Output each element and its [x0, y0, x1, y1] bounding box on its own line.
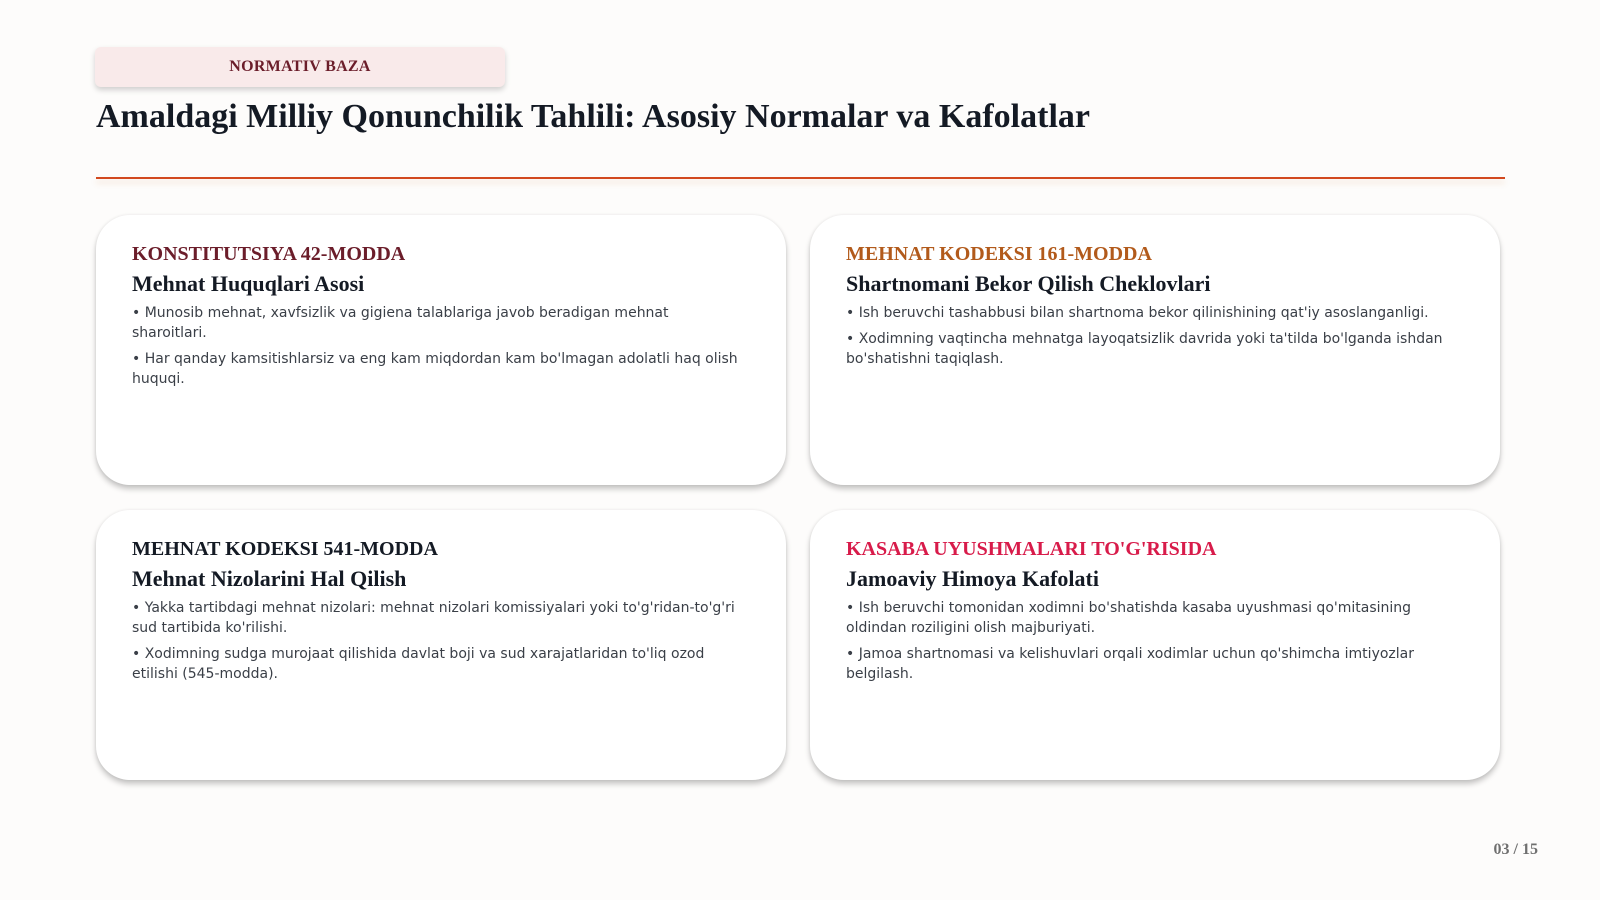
card-konstitutsiya	[96, 215, 786, 485]
card-bullet: • Har qanday kamsitishlarsiz va eng kam miqdordan kam bo'lmagan adolatli haq olish huquqi.	[132, 349, 750, 389]
card-title: Mehnat Huquqlari Asosi	[132, 271, 365, 296]
card-kicker: MEHNAT KODEKSI 541-MODDA	[132, 538, 438, 560]
page-title: Amaldagi Milliy Qonunchilik Tahlili: Asosiy Normalar va Kafolatlar	[96, 98, 1090, 135]
card-kicker: KASABA UYUSHMALARI TO'G'RISIDA	[846, 538, 1217, 560]
card-title: Jamoaviy Himoya Kafolati	[846, 566, 1099, 591]
card-bullet-list	[846, 303, 1464, 369]
title-divider	[96, 177, 1505, 179]
card-kicker: KONSTITUTSIYA 42-MODDA	[132, 243, 406, 265]
card-bullet: • Ish beruvchi tomonidan xodimni bo'shatishda kasaba uyushmasi qo'mitasining oldindan roziligini olish majburiyati.	[846, 598, 1464, 638]
card-bullet: • Munosib mehnat, xavfsizlik va gigiena talablariga javob beradigan mehnat sharoitlari.	[132, 303, 750, 343]
card-title: Shartnomani Bekor Qilish Cheklovlari	[846, 271, 1211, 296]
card-bullet-list	[132, 598, 750, 684]
card-title: Mehnat Nizolarini Hal Qilish	[132, 566, 407, 591]
section-tag: NORMATIV BAZA	[95, 47, 505, 87]
page-number: 03 / 15	[1493, 841, 1538, 858]
card-bullet: • Xodimning vaqtincha mehnatga layoqatsizlik davrida yoki ta'tilda bo'lganda ishdan bo'shatishni taqiqlash.	[846, 329, 1464, 369]
card-bullet: • Jamoa shartnomasi va kelishuvlari orqali xodimlar uchun qo'shimcha imtiyozlar belgilash.	[846, 644, 1464, 684]
card-bullet: • Ish beruvchi tashabbusi bilan shartnoma bekor qilinishining qat'iy asoslanganligi.	[846, 303, 1464, 323]
card-bullet-list	[132, 303, 750, 389]
card-kasaba-uyushmalari	[810, 510, 1500, 780]
card-bullet: • Xodimning sudga murojaat qilishida davlat boji va sud xarajatlaridan to'liq ozod etilishi (545-modda).	[132, 644, 750, 684]
card-kicker: MEHNAT KODEKSI 161-MODDA	[846, 243, 1152, 265]
card-bullet: • Yakka tartibdagi mehnat nizolari: mehnat nizolari komissiyalari yoki to'g'ridan-to'g'ri sud tartibida ko'rilishi.	[132, 598, 750, 638]
card-bullet-list	[846, 598, 1464, 684]
card-mehnat-kodeksi-161	[810, 215, 1500, 485]
card-mehnat-kodeksi-541	[96, 510, 786, 780]
